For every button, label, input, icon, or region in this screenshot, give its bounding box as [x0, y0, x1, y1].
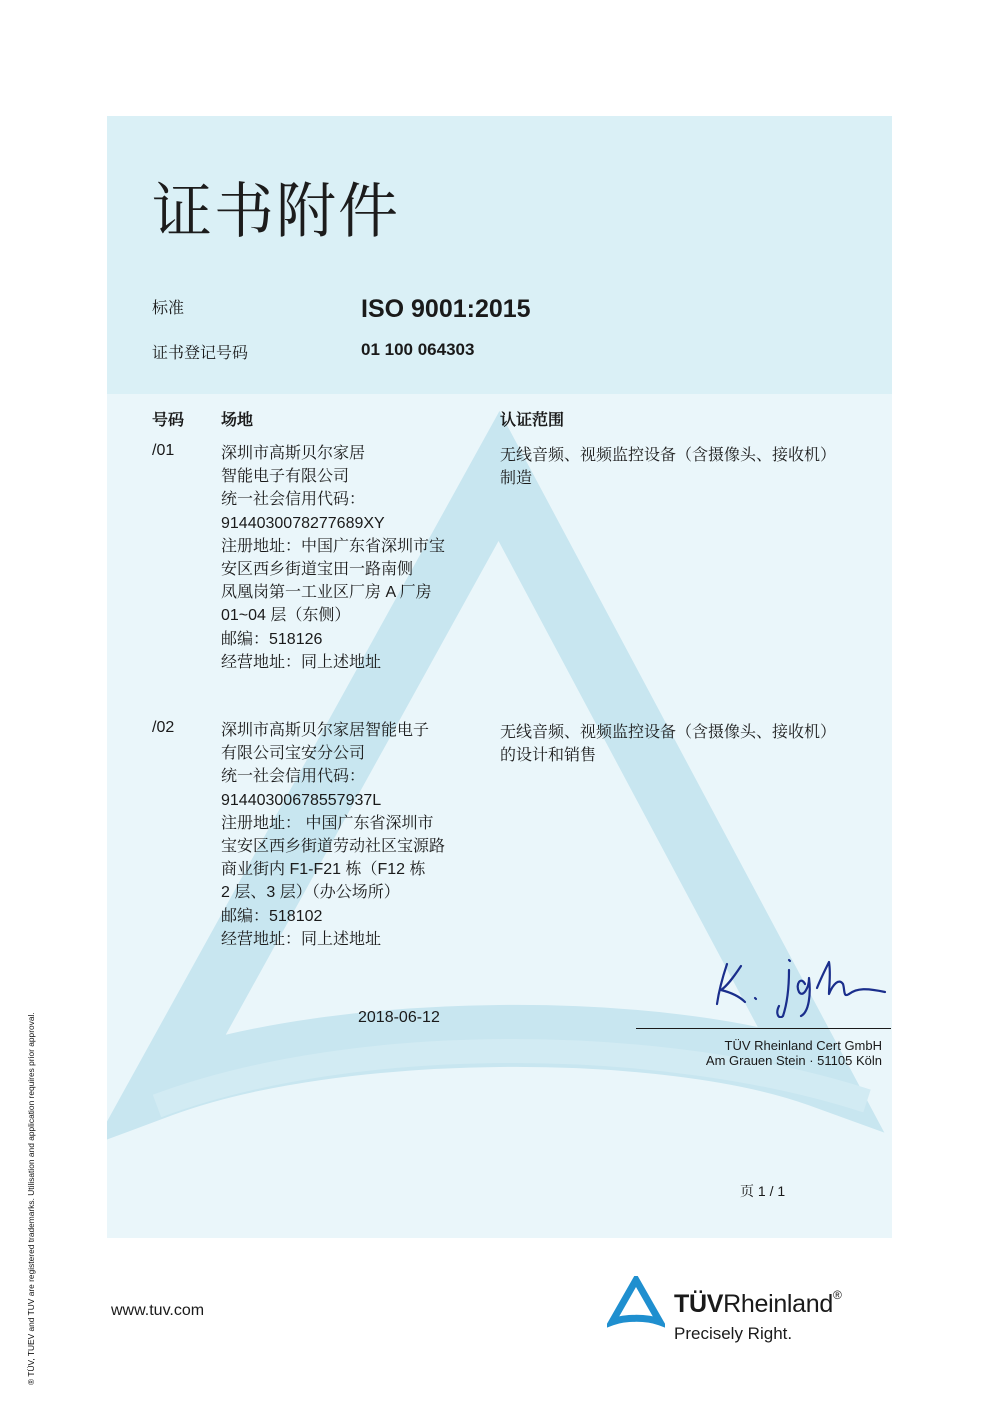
brand-name	[674, 1290, 842, 1319]
registration-label: 证书登记号码	[152, 345, 249, 362]
site-line: 2 层、3 层）（办公场所）	[221, 884, 400, 902]
site-line: 统一社会信用代码：	[221, 768, 366, 786]
site-address	[221, 719, 491, 951]
trademark-disclaimer: ® TÜV, TUEV and TUV are registered trademarks. Utilisation and application requires prior approval.	[26, 1012, 36, 1385]
site-line: 凤凰岗第一工业区厂房 A 厂房	[221, 584, 432, 602]
site-line: 经营地址：同上述地址	[221, 653, 382, 671]
site-line: 统一社会信用代码：	[221, 491, 366, 509]
scope-line: 无线音频、视频监控设备（含摄像头、接收机）	[500, 724, 837, 741]
site-line: 邮编：518126	[221, 630, 323, 648]
row-number: /02	[152, 719, 175, 736]
site-line: 智能电子有限公司	[221, 468, 350, 486]
site-line: 深圳市高斯贝尔家居智能电子	[221, 722, 430, 739]
certification-scope	[500, 721, 885, 767]
site-line: 商业街内 F1-F21 栋（F12 栋	[221, 861, 426, 879]
column-header-number: 号码	[152, 412, 185, 429]
registration-value: 01 100 064303	[361, 340, 475, 359]
tagline: Precisely Right.	[674, 1324, 793, 1343]
handwritten-signature-icon	[705, 948, 895, 1018]
standard-value: ISO 9001:2015	[361, 295, 531, 323]
site-line: 深圳市高斯贝尔家居	[221, 445, 366, 462]
column-header-site: 场地	[221, 412, 254, 429]
registered-mark: ®	[833, 1288, 842, 1302]
issue-date: 2018-06-12	[358, 1009, 440, 1026]
site-address	[221, 442, 491, 674]
signature-line	[636, 1028, 891, 1029]
site-line: 宝安区西乡街道劳动社区宝源路	[221, 838, 446, 856]
column-header-scope: 认证范围	[500, 412, 565, 429]
tuv-triangle-icon	[607, 1276, 665, 1328]
site-line: 有限公司宝安分公司	[221, 745, 366, 763]
website-link[interactable]: www.tuv.com	[111, 1302, 205, 1319]
tuv-triangle-watermark-icon	[107, 116, 892, 1238]
row-number: /01	[152, 442, 175, 459]
scope-line: 制造	[500, 470, 533, 488]
site-line: 9144030078277689XY	[221, 514, 385, 532]
site-line: 01~04 层（东侧）	[221, 607, 351, 625]
scope-line: 的设计和销售	[500, 747, 597, 765]
brand-bold: TÜV	[674, 1290, 724, 1318]
page-title: 证书附件	[152, 177, 400, 247]
page-number: 页 1 / 1	[740, 1183, 786, 1199]
standard-label: 标准	[152, 300, 185, 317]
site-line: 邮编：518102	[221, 907, 323, 925]
site-line: 91440300678557937L	[221, 791, 382, 809]
issuer-name: TÜV Rheinland Cert GmbH	[724, 1038, 882, 1053]
site-line: 注册地址： 中国广东省深圳市	[221, 814, 434, 832]
scope-line: 无线音频、视频监控设备（含摄像头、接收机）	[500, 447, 837, 464]
issuer-block	[636, 1038, 882, 1068]
site-line: 安区西乡街道宝田一路南侧	[221, 561, 414, 579]
site-line: 经营地址：同上述地址	[221, 930, 382, 948]
site-line: 注册地址：中国广东省深圳市宝	[221, 537, 446, 555]
tuv-rheinland-logo	[607, 1273, 887, 1353]
issuer-address: Am Grauen Stein · 51105 Köln	[705, 1053, 882, 1068]
brand-rest: Rheinland	[723, 1290, 833, 1318]
certification-scope	[500, 444, 885, 490]
